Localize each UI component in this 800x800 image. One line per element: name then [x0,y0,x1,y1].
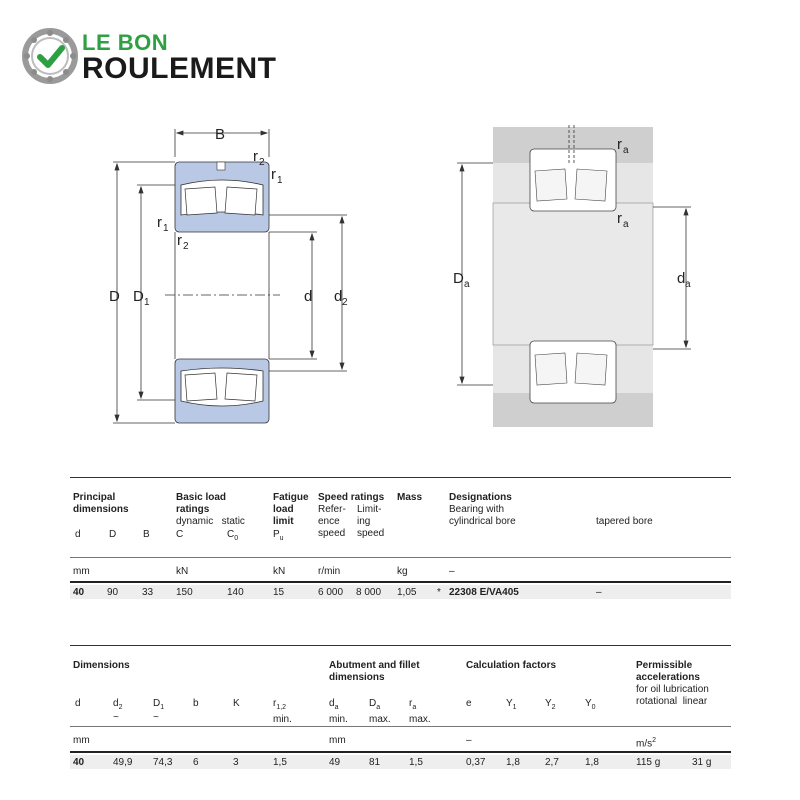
label-r2-top: r [253,148,258,165]
designation-link: 22308 E/VA405 [449,587,519,598]
mounting-drawing [493,127,653,427]
table2-header-calc: Calculation factors [466,660,557,671]
bearing-section-top [175,162,269,232]
drawing-label: 1 [163,223,169,234]
table1-header-mass: Mass [397,492,423,503]
table2-header-abutment: Abutment and fillet [329,660,420,671]
table1-top-rule [70,477,731,478]
label-d2: d [334,288,343,305]
brand-line-2: ROULEMENT [82,52,277,85]
table1-header-principal: Principal [73,492,116,503]
drawing-label: a [623,145,629,156]
drawing-label: a [464,279,470,290]
table2-header-permissible: Permissible [636,660,693,671]
bearing-section-bottom [175,359,269,423]
label-Da: D [453,270,464,287]
label-d: d [304,288,313,305]
bearing-technical-drawing [95,115,695,445]
table1-header-basic-load: Basic load [176,492,227,503]
table2-header-dimensions: Dimensions [73,660,130,671]
brand-line-1: LE BON [82,30,169,55]
bearing-check-logo-icon [22,28,78,84]
label-B: B [215,126,226,143]
label-D: D [109,288,120,305]
table1-header-speed: Speed ratings [318,492,385,503]
label-r1-mid: r [157,214,162,231]
drawing-label: 1 [144,297,150,308]
table1-header-designations: Designations [449,492,512,503]
label-da: d [677,270,686,287]
drawing-label: a [623,219,629,230]
label-r1-top: r [271,166,276,183]
label-ra-top: r [617,136,622,153]
label-r2-mid: r [177,232,182,249]
drawing-label: 2 [342,297,348,308]
label-D1: D [133,288,144,305]
table2-top-rule [70,645,731,646]
brand-logo [22,26,322,86]
drawing-label: a [685,279,691,290]
table1-header-fatigue: Fatigue [273,492,309,503]
drawing-label: 2 [183,241,189,252]
drawing-label: 1 [277,175,283,186]
label-ra-mid: r [617,210,622,227]
drawing-label: 2 [259,157,265,168]
